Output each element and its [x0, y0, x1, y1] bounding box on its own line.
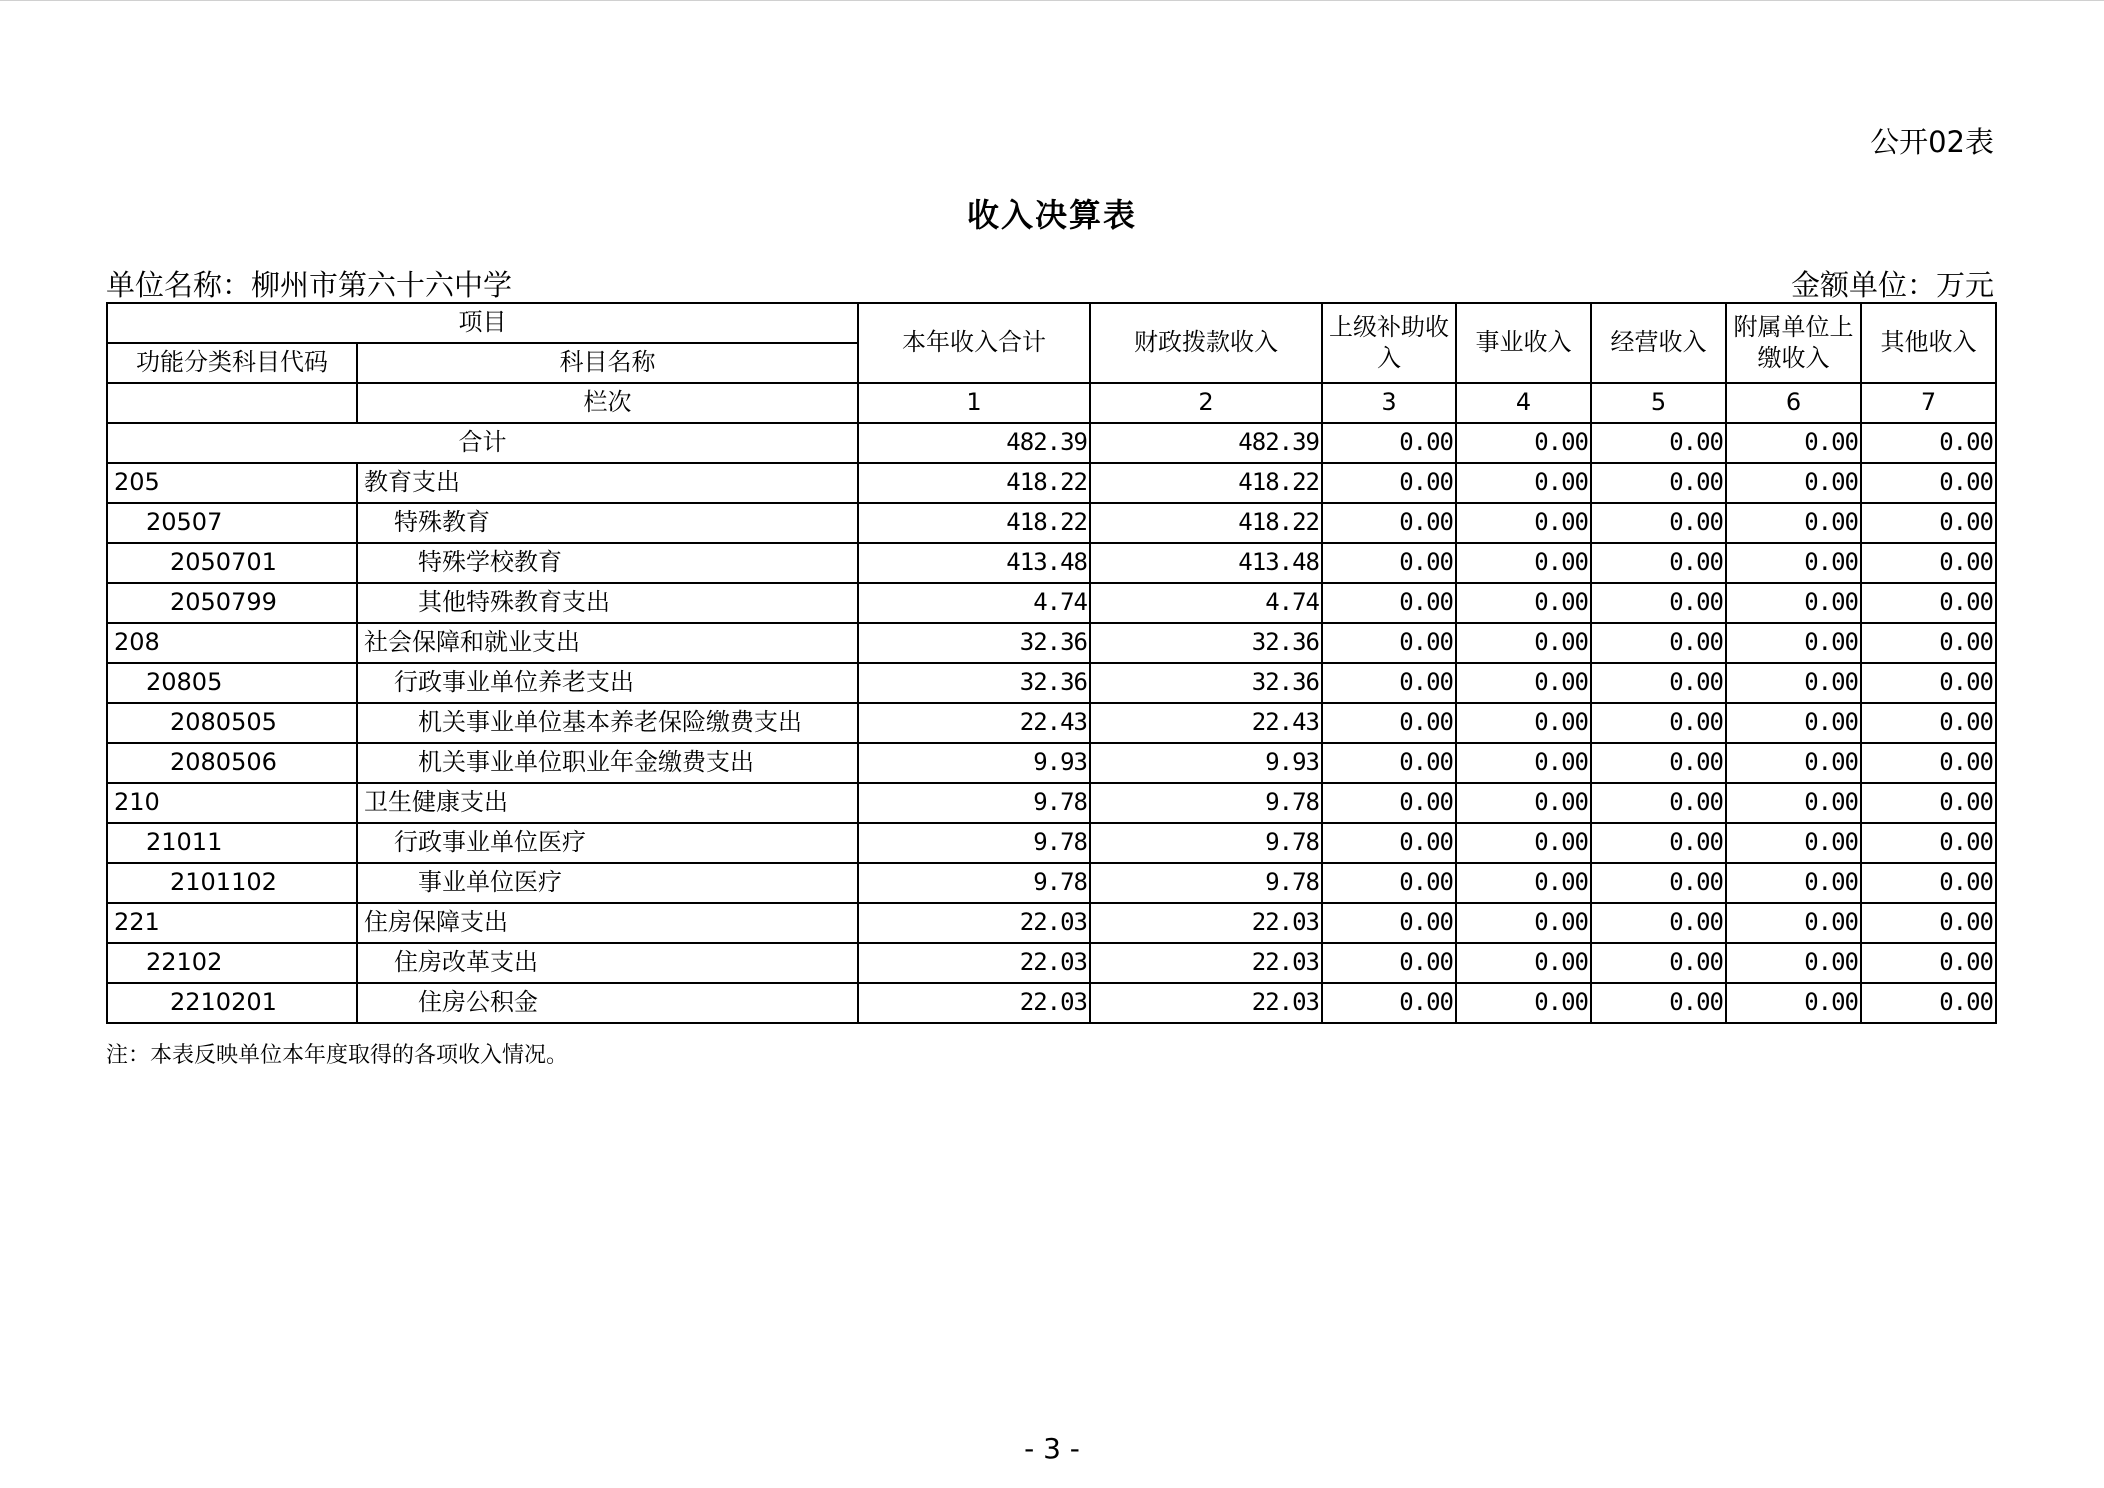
row-value: 9.78 — [1090, 863, 1322, 903]
row-value: 0.00 — [1456, 703, 1591, 743]
row-code: 2080505 — [107, 703, 357, 743]
row-name: 特殊学校教育 — [357, 543, 858, 583]
row-name: 社会保障和就业支出 — [357, 623, 858, 663]
row-value: 22.03 — [858, 943, 1090, 983]
row-value: 0.00 — [1591, 623, 1726, 663]
row-value: 0.00 — [1322, 503, 1456, 543]
row-value: 0.00 — [1456, 543, 1591, 583]
row-value: 0.00 — [1322, 623, 1456, 663]
table-row — [107, 903, 1996, 943]
amount-unit: 金额单位：万元 — [1790, 268, 1994, 302]
header-business: 事业收入 — [1456, 303, 1591, 383]
total-value: 0.00 — [1726, 423, 1861, 463]
row-name: 教育支出 — [357, 463, 858, 503]
header-subsidiary: 附属单位上缴收入 — [1726, 303, 1861, 383]
row-value: 0.00 — [1861, 703, 1996, 743]
row-value: 0.00 — [1591, 783, 1726, 823]
row-code: 21011 — [107, 823, 357, 863]
row-value: 0.00 — [1591, 583, 1726, 623]
row-value: 0.00 — [1861, 743, 1996, 783]
header-code: 功能分类科目代码 — [107, 343, 357, 383]
table-row — [107, 663, 1996, 703]
row-value: 0.00 — [1456, 863, 1591, 903]
column-index-blank — [107, 383, 357, 423]
row-code: 2080506 — [107, 743, 357, 783]
row-value: 22.03 — [1090, 943, 1322, 983]
row-value: 0.00 — [1591, 503, 1726, 543]
row-value: 0.00 — [1726, 743, 1861, 783]
table-row — [107, 823, 1996, 863]
row-value: 0.00 — [1861, 863, 1996, 903]
row-value: 0.00 — [1456, 623, 1591, 663]
header-superior: 上级补助收入 — [1322, 303, 1456, 383]
row-name: 行政事业单位医疗 — [357, 823, 858, 863]
row-value: 0.00 — [1456, 783, 1591, 823]
total-value: 482.39 — [1090, 423, 1322, 463]
row-name: 住房公积金 — [357, 983, 858, 1023]
row-value: 0.00 — [1322, 863, 1456, 903]
row-value: 0.00 — [1726, 663, 1861, 703]
page-number: - 3 - — [1024, 1432, 1080, 1465]
column-index-label: 栏次 — [357, 383, 858, 423]
row-value: 9.78 — [1090, 823, 1322, 863]
row-value: 0.00 — [1726, 903, 1861, 943]
table-row — [107, 703, 1996, 743]
row-code: 20805 — [107, 663, 357, 703]
row-code: 205 — [107, 463, 357, 503]
row-code: 2050799 — [107, 583, 357, 623]
header-row-1 — [107, 303, 1996, 343]
row-value: 0.00 — [1591, 703, 1726, 743]
row-value: 0.00 — [1322, 743, 1456, 783]
table-row — [107, 983, 1996, 1023]
row-code: 20507 — [107, 503, 357, 543]
row-value: 0.00 — [1726, 463, 1861, 503]
header-operating: 经营收入 — [1591, 303, 1726, 383]
table-row — [107, 863, 1996, 903]
row-name: 行政事业单位养老支出 — [357, 663, 858, 703]
total-value: 0.00 — [1591, 423, 1726, 463]
row-code: 208 — [107, 623, 357, 663]
row-value: 32.36 — [858, 663, 1090, 703]
row-value: 22.03 — [1090, 903, 1322, 943]
total-value: 0.00 — [1322, 423, 1456, 463]
row-value: 418.22 — [1090, 503, 1322, 543]
row-value: 9.93 — [1090, 743, 1322, 783]
table-row — [107, 583, 1996, 623]
row-value: 418.22 — [858, 463, 1090, 503]
row-value: 0.00 — [1322, 663, 1456, 703]
header-fiscal: 财政拨款收入 — [1090, 303, 1322, 383]
row-code: 22102 — [107, 943, 357, 983]
column-index-7: 7 — [1861, 383, 1996, 423]
row-value: 22.43 — [858, 703, 1090, 743]
column-index-row — [107, 383, 1996, 423]
row-value: 0.00 — [1322, 703, 1456, 743]
row-code: 210 — [107, 783, 357, 823]
row-value: 418.22 — [858, 503, 1090, 543]
row-name: 住房改革支出 — [357, 943, 858, 983]
row-name: 机关事业单位职业年金缴费支出 — [357, 743, 858, 783]
row-value: 0.00 — [1726, 703, 1861, 743]
row-value: 0.00 — [1726, 783, 1861, 823]
column-index-3: 3 — [1322, 383, 1456, 423]
row-code: 2210201 — [107, 983, 357, 1023]
table-row — [107, 543, 1996, 583]
total-label: 合计 — [107, 423, 858, 463]
row-value: 0.00 — [1861, 583, 1996, 623]
header-item: 项目 — [107, 303, 858, 343]
table-row — [107, 743, 1996, 783]
form-number: 公开02表 — [1870, 125, 1994, 159]
row-name: 机关事业单位基本养老保险缴费支出 — [357, 703, 858, 743]
row-code: 2101102 — [107, 863, 357, 903]
row-value: 0.00 — [1726, 583, 1861, 623]
row-value: 0.00 — [1322, 943, 1456, 983]
row-value: 0.00 — [1861, 983, 1996, 1023]
total-value: 482.39 — [858, 423, 1090, 463]
row-value: 0.00 — [1322, 903, 1456, 943]
income-statement-table — [106, 302, 1997, 1024]
table-row — [107, 503, 1996, 543]
row-value: 0.00 — [1726, 623, 1861, 663]
row-value: 0.00 — [1861, 463, 1996, 503]
column-index-1: 1 — [858, 383, 1090, 423]
top-border-rule — [0, 0, 2104, 1]
row-value: 0.00 — [1861, 903, 1996, 943]
row-value: 0.00 — [1322, 583, 1456, 623]
row-value: 4.74 — [1090, 583, 1322, 623]
row-value: 0.00 — [1456, 943, 1591, 983]
row-value: 0.00 — [1861, 663, 1996, 703]
table-note: 注：本表反映单位本年度取得的各项收入情况。 — [106, 1043, 569, 1068]
row-value: 32.36 — [858, 623, 1090, 663]
row-name: 卫生健康支出 — [357, 783, 858, 823]
row-value: 0.00 — [1456, 983, 1591, 1023]
row-value: 0.00 — [1861, 503, 1996, 543]
row-value: 418.22 — [1090, 463, 1322, 503]
table-row — [107, 623, 1996, 663]
table-row — [107, 463, 1996, 503]
header-other: 其他收入 — [1861, 303, 1996, 383]
total-value: 0.00 — [1861, 423, 1996, 463]
row-value: 22.03 — [1090, 983, 1322, 1023]
row-value: 22.03 — [858, 983, 1090, 1023]
row-value: 9.78 — [858, 783, 1090, 823]
row-value: 0.00 — [1591, 903, 1726, 943]
row-value: 0.00 — [1456, 823, 1591, 863]
row-value: 0.00 — [1861, 943, 1996, 983]
row-value: 0.00 — [1591, 983, 1726, 1023]
row-value: 4.74 — [858, 583, 1090, 623]
row-value: 0.00 — [1591, 863, 1726, 903]
row-value: 413.48 — [858, 543, 1090, 583]
row-value: 0.00 — [1322, 983, 1456, 1023]
row-value: 0.00 — [1456, 903, 1591, 943]
header-name: 科目名称 — [357, 343, 858, 383]
row-name: 住房保障支出 — [357, 903, 858, 943]
row-value: 0.00 — [1591, 823, 1726, 863]
row-name: 事业单位医疗 — [357, 863, 858, 903]
row-code: 2050701 — [107, 543, 357, 583]
row-value: 0.00 — [1861, 623, 1996, 663]
row-value: 0.00 — [1726, 823, 1861, 863]
row-value: 0.00 — [1456, 583, 1591, 623]
row-value: 0.00 — [1456, 503, 1591, 543]
column-index-4: 4 — [1456, 383, 1591, 423]
row-code: 221 — [107, 903, 357, 943]
column-index-6: 6 — [1726, 383, 1861, 423]
page-title: 收入决算表 — [966, 196, 1137, 234]
row-value: 22.03 — [858, 903, 1090, 943]
row-value: 0.00 — [1591, 543, 1726, 583]
row-value: 9.93 — [858, 743, 1090, 783]
row-value: 0.00 — [1726, 943, 1861, 983]
row-value: 0.00 — [1322, 463, 1456, 503]
table-row — [107, 943, 1996, 983]
row-name: 特殊教育 — [357, 503, 858, 543]
row-value: 0.00 — [1322, 783, 1456, 823]
row-value: 9.78 — [858, 863, 1090, 903]
row-value: 0.00 — [1591, 743, 1726, 783]
row-value: 9.78 — [1090, 783, 1322, 823]
row-value: 0.00 — [1456, 663, 1591, 703]
row-value: 0.00 — [1861, 543, 1996, 583]
column-index-2: 2 — [1090, 383, 1322, 423]
row-value: 0.00 — [1456, 743, 1591, 783]
row-value: 0.00 — [1726, 983, 1861, 1023]
row-value: 32.36 — [1090, 663, 1322, 703]
row-value: 0.00 — [1456, 463, 1591, 503]
row-value: 32.36 — [1090, 623, 1322, 663]
row-value: 0.00 — [1322, 543, 1456, 583]
row-value: 0.00 — [1726, 543, 1861, 583]
row-value: 0.00 — [1591, 943, 1726, 983]
header-total-income: 本年收入合计 — [858, 303, 1090, 383]
row-value: 0.00 — [1591, 663, 1726, 703]
row-value: 0.00 — [1726, 863, 1861, 903]
row-value: 9.78 — [858, 823, 1090, 863]
row-name: 其他特殊教育支出 — [357, 583, 858, 623]
row-value: 22.43 — [1090, 703, 1322, 743]
column-index-5: 5 — [1591, 383, 1726, 423]
row-value: 0.00 — [1322, 823, 1456, 863]
row-value: 0.00 — [1591, 463, 1726, 503]
total-value: 0.00 — [1456, 423, 1591, 463]
unit-name: 单位名称：柳州市第六十六中学 — [106, 268, 513, 302]
row-value: 0.00 — [1861, 783, 1996, 823]
total-row — [107, 423, 1996, 463]
row-value: 0.00 — [1861, 823, 1996, 863]
table-row — [107, 783, 1996, 823]
row-value: 413.48 — [1090, 543, 1322, 583]
row-value: 0.00 — [1726, 503, 1861, 543]
